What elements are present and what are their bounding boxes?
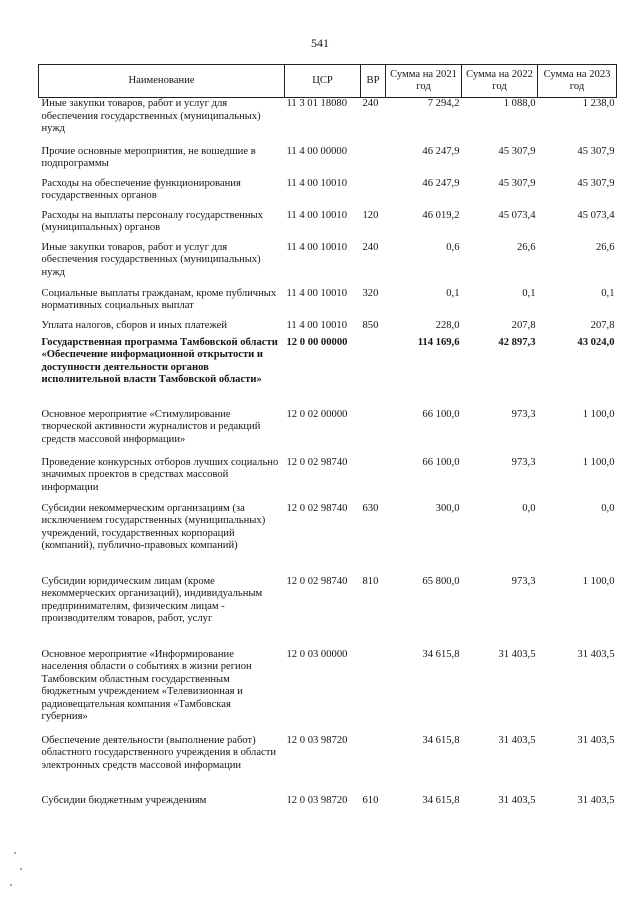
table-row [39,146,617,178]
header-name: Наименование [39,65,285,98]
cell-sum-2021: 66 100,0 [422,408,460,420]
cell-vr: 850 [362,319,379,331]
cell-sum-2022: 45 073,4 [498,209,536,221]
cell-sum-2021: 0,6 [446,241,460,253]
cell-sum-2022: 31 403,5 [498,734,536,746]
cell-sum-2021: 34 615,8 [422,734,460,746]
cell-sum-2022: 31 403,5 [498,794,536,806]
page-number: 541 [311,36,329,50]
cell-sum-2023: 1 238,0 [582,98,615,109]
header-csr: ЦСР [285,65,361,98]
cell-sum-2022: 45 307,9 [498,177,536,189]
cell-csr: 12 0 02 00000 [286,408,348,420]
cell-name: Основное мероприятие «Стимулирование творческой активности журналистов и редакций средств массовой информации» [41,408,261,445]
cell-sum-2023: 45 307,9 [577,177,615,189]
cell-vr: 630 [362,502,379,514]
table-row [39,457,617,503]
cell-vr: 610 [362,794,379,806]
cell-name: Субсидии юридическим лицам (кроме некоммерческих организаций), индивидуальным предпринимателям, физическим лицам - производителям товаров, работ, услуг [41,575,263,625]
cell-sum-2022: 973,3 [511,408,536,420]
header-sum-2023: Сумма на 2023 год [538,65,617,98]
table-row [39,735,617,795]
cell-sum-2021: 228,0 [435,319,460,331]
cell-name: Субсидии некоммерческим организациям (за исключением государственных (муниципальных) учреждений, государственных корпораций (компаний), публично-правовых компаний) [41,502,266,552]
cell-name: Обеспечение деятельности (выполнение работ) областного государственного учреждения в области электронных средств массовой информации [41,734,277,771]
header-sum-2021: Сумма на 2021 год [386,65,462,98]
table-row [39,795,617,813]
table-row [39,409,617,457]
cell-sum-2022: 973,3 [511,456,536,468]
cell-sum-2021: 66 100,0 [422,456,460,468]
cell-sum-2023: 45 073,4 [577,209,615,221]
cell-sum-2022: 0,0 [522,502,536,514]
cell-csr: 11 4 00 10010 [286,209,348,221]
cell-sum-2021: 34 615,8 [422,648,460,660]
cell-csr: 12 0 03 98720 [286,794,348,806]
cell-sum-2022: 0,1 [522,287,536,299]
cell-vr [361,409,386,457]
cell-csr: 11 4 00 10010 [286,177,348,189]
scan-speck [10,884,12,886]
cell-csr: 11 4 00 10010 [286,319,348,331]
cell-csr: 11 4 00 00000 [286,145,348,157]
cell-sum-2021: 46 247,9 [422,177,460,189]
cell-sum-2023: 207,8 [590,319,615,331]
cell-sum-2022: 973,3 [511,575,536,587]
table-row [39,98,617,146]
cell-vr [361,337,386,409]
table-header [39,65,617,98]
cell-sum-2023: 1 100,0 [582,408,615,420]
cell-vr [361,735,386,795]
budget-table [38,64,617,813]
table-row [39,649,617,735]
cell-sum-2023: 43 024,0 [577,336,615,348]
cell-csr: 11 4 00 10010 [286,241,348,253]
cell-vr: 320 [362,287,379,299]
table-row [39,210,617,242]
cell-sum-2022: 45 307,9 [498,145,536,157]
cell-name: Иные закупки товаров, работ и услуг для обеспечения государственных (муниципальных) нужд [41,98,261,135]
cell-name: Иные закупки товаров, работ и услуг для обеспечения государственных (муниципальных) нужд [41,241,261,278]
scan-speck [20,868,22,870]
cell-name: Основное мероприятие «Информирование населения области о событиях в жизни регион Тамбовским областным государственным бюджетным учреждением «Телевизионная и радиовещательная компания «Тамбовская губерния» [41,648,252,723]
cell-name: Субсидии бюджетным учреждениям [41,794,207,806]
cell-sum-2023: 1 100,0 [582,575,615,587]
cell-csr: 12 0 02 98740 [286,575,348,587]
table-row [39,576,617,649]
cell-sum-2021: 65 800,0 [422,575,460,587]
cell-sum-2022: 42 897,3 [498,336,536,348]
cell-csr: 12 0 03 00000 [286,648,348,660]
table-row [39,288,617,320]
cell-sum-2021: 300,0 [435,502,460,514]
table-row [39,178,617,210]
cell-vr: 240 [362,241,379,253]
cell-sum-2022: 26,6 [516,241,536,253]
cell-name: Государственная программа Тамбовской области «Обеспечение информационной открытости и доступности деятельности органов исполнительной власти Тамбовской области» [41,336,278,386]
cell-csr: 12 0 02 98740 [286,456,348,468]
table-row [39,503,617,576]
cell-sum-2022: 1 088,0 [503,98,536,109]
cell-sum-2022: 207,8 [511,319,536,331]
cell-name: Расходы на выплаты персоналу государственных (муниципальных) органов [41,209,263,234]
cell-sum-2023: 31 403,5 [577,648,615,660]
cell-sum-2021: 114 169,6 [417,336,460,348]
table-row [39,337,617,409]
cell-vr [361,649,386,735]
cell-csr: 11 4 00 10010 [286,287,348,299]
cell-vr [361,178,386,210]
cell-name: Социальные выплаты гражданам, кроме публичных нормативных социальных выплат [41,287,277,312]
cell-csr: 12 0 02 98740 [286,502,348,514]
cell-vr: 810 [362,575,379,587]
cell-vr [361,146,386,178]
cell-sum-2021: 7 294,2 [427,98,460,109]
cell-name: Проведение конкурсных отборов лучших социально значимых проектов в средствах массовой информации [41,456,279,493]
cell-name: Прочие основные мероприятия, не вошедшие в подпрограммы [41,145,256,170]
cell-name: Расходы на обеспечение функционирования государственных органов [41,177,241,202]
cell-sum-2022: 31 403,5 [498,648,536,660]
cell-vr: 120 [362,209,379,221]
cell-sum-2023: 26,6 [595,241,615,253]
header-sum-2022: Сумма на 2022 год [462,65,538,98]
cell-name: Уплата налогов, сборов и иных платежей [41,319,228,331]
table-body [39,98,617,813]
cell-vr: 240 [362,98,379,109]
cell-sum-2023: 31 403,5 [577,734,615,746]
cell-sum-2021: 0,1 [446,287,460,299]
cell-csr: 11 3 01 18080 [286,98,348,109]
cell-sum-2023: 31 403,5 [577,794,615,806]
cell-csr: 12 0 00 00000 [286,336,348,348]
table-row [39,320,617,337]
cell-sum-2021: 34 615,8 [422,794,460,806]
scan-speck [14,852,16,854]
cell-sum-2021: 46 247,9 [422,145,460,157]
header-vr: ВР [361,65,386,98]
cell-sum-2023: 1 100,0 [582,456,615,468]
cell-sum-2023: 45 307,9 [577,145,615,157]
cell-sum-2021: 46 019,2 [422,209,460,221]
cell-vr [361,457,386,503]
cell-csr: 12 0 03 98720 [286,734,348,746]
table-row [39,242,617,288]
cell-sum-2023: 0,0 [601,502,615,514]
cell-sum-2023: 0,1 [601,287,615,299]
